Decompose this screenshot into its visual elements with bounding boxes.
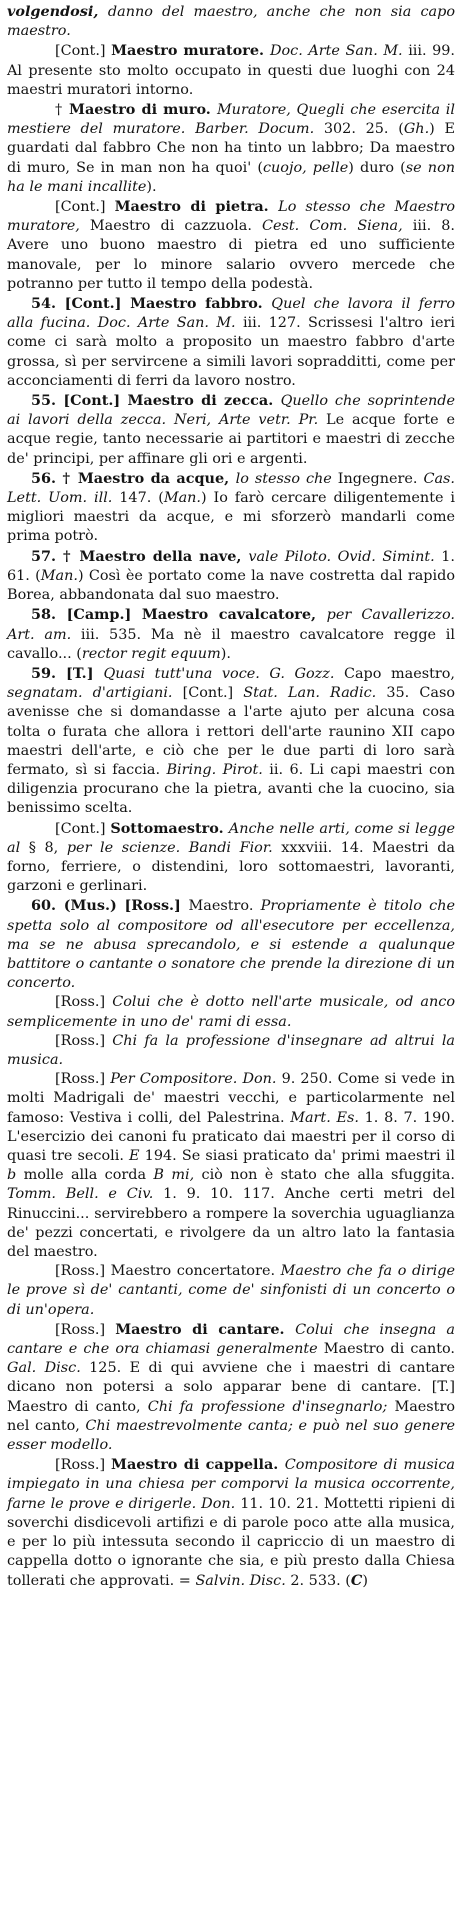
- entry-per-compositore: [7, 1070, 455, 1262]
- italic-text: per Cavallerizzo. Art. am.: [7, 607, 455, 643]
- body-text: 9. 250. Come si vede in molti Madrigali de' maestri vecchi, e particolarmente nel famoso: Vestiva i colli, del Palestrina.: [7, 1071, 455, 1126]
- headword-text: Maestro di cappella.: [111, 1456, 285, 1474]
- entry-maestro-di-muro: [7, 100, 455, 197]
- body-text: 11. 10. 21. Mottetti ripieni di soverchi disdicevoli artifizi e di parole poco atte alla musica, e per lo più intessuta secondo il capriccio di un maestro di cappella dotto o ignorante che sia, e più presto dalla Chiesa tollerati che approvati. =: [7, 1495, 455, 1590]
- body-text: Ingegnere.: [337, 470, 424, 487]
- entry-maestro-concertatore: [7, 1262, 455, 1320]
- body-text: 125. E di qui avviene che i maestri di cantare dicano non potersi a solo apparar bene di cantare. [T.] Maestro di canto,: [7, 1360, 455, 1415]
- headword-text: Maestro cavalcatore,: [141, 606, 327, 624]
- body-text: § 8,: [28, 839, 67, 856]
- italic-text: Quello che soprintende ai lavori della zecca. Neri, Arte vetr. Pr.: [7, 393, 455, 429]
- body-text: Maestro di cazzuola.: [89, 218, 262, 235]
- italic-text: Per Compositore. Don.: [110, 1071, 282, 1088]
- headword-text: Maestro fabbro.: [130, 295, 272, 313]
- italic-text: cuojo, pelle: [262, 159, 349, 176]
- italic-text: Cest. Com. Siena,: [261, 218, 413, 235]
- body-text: ) duro (: [348, 159, 406, 176]
- entry-maestro-muratore: [7, 41, 455, 100]
- headword-text: Maestro muratore.: [111, 42, 270, 60]
- headword-text: Maestro di zecca.: [127, 392, 281, 410]
- headword-text: volgendosi,: [7, 3, 108, 20]
- body-text: †: [55, 102, 70, 119]
- italic-text: Chi fa professione d'insegnarlo;: [147, 1398, 395, 1415]
- body-text: [Ross.]: [55, 1457, 112, 1474]
- headword-text: 58. [Camp.]: [31, 606, 142, 624]
- body-text: 147. (: [119, 490, 164, 507]
- body-text: [Ross.]: [55, 994, 113, 1011]
- headword-text: Maestro di muro.: [69, 101, 217, 119]
- headword-text: Maestro di cantare.: [115, 1320, 296, 1338]
- body-text: ciò non è stato che alla sfuggita.: [201, 1167, 455, 1184]
- italic-text: Cas. Lett. Uom. ill.: [7, 470, 455, 507]
- italic-text: danno del maestro, anche che non sia capo maestro.: [7, 4, 455, 40]
- body-text: Maestro.: [188, 898, 261, 915]
- body-text: iii. 535. Ma nè il maestro cavalcatore regge il cavallo... (: [7, 626, 456, 662]
- italic-text: Maestro che fa o dirige le prove sì de' cantanti, come de' sinfonisti di un concerto o di un'opera.: [7, 1263, 455, 1318]
- italic-text: Colui che è dotto nell'arte musicale, od anco semplicemente in uno de' rami di essa.: [7, 994, 455, 1030]
- headword-text: 56. †: [31, 469, 78, 487]
- entry-57-maestro-della-nave: [7, 547, 455, 606]
- body-text: [Cont.]: [55, 820, 111, 837]
- entry-maestro-di-pietra: [7, 197, 455, 294]
- entry-insegnare-musica: [7, 1032, 455, 1070]
- body-text: ).: [146, 178, 157, 195]
- italic-text: Man.: [40, 567, 78, 584]
- italic-text: rector regit equum: [81, 645, 221, 662]
- entry-56-maestro-da-acque: [7, 469, 455, 547]
- body-text: ).: [220, 645, 231, 662]
- headword-text: 60. (Mus.) [Ross.]: [31, 897, 189, 915]
- dictionary-page: [7, 2, 455, 1592]
- body-text: [Ross.]: [55, 1032, 113, 1049]
- italic-text: Quasi tutt'una voce. G. Gozz.: [103, 665, 344, 682]
- italic-text: se non ha le mani incallite: [7, 159, 456, 195]
- italic-text: E: [129, 1147, 145, 1164]
- body-text: ) Così èe portato come la nave costretta dal rapido Borea, abbandonata dal suo maestro.: [7, 567, 455, 604]
- entry-maestro-di-cantare: [7, 1320, 455, 1455]
- body-text: 1. 61. (: [7, 548, 455, 584]
- body-text: Maestro concertatore.: [110, 1263, 281, 1280]
- body-text: ): [362, 1573, 369, 1590]
- italic-text: Compositore di musica impiegato in una chiesa per comporvi la musica occorrente, farne le prove e dirigerle. Don.: [7, 1457, 455, 1512]
- entry-maestro-di-cappella: [7, 1455, 455, 1591]
- italic-text: Doc. Arte San. M.: [269, 43, 409, 60]
- italic-text: Colui che insegna a cantare e che ora chiamasi generalmente: [7, 1321, 455, 1358]
- italic-text: Anche nelle arti, come si legge al: [7, 820, 456, 856]
- body-text: molle alla corda: [23, 1167, 154, 1184]
- italic-text: Chi fa la professione d'insegnare ad altrui la musica.: [7, 1032, 455, 1068]
- entry-dotto-arte-musicale: [7, 993, 455, 1031]
- italic-text: Quel che lavora il ferro alla fucina. Doc. Arte San. M.: [7, 296, 455, 332]
- italic-text: segnatam. d'artigiani.: [7, 685, 183, 702]
- italic-text: Lo stesso che Maestro muratore,: [7, 199, 455, 235]
- italic-text: per le scienze. Bandi Fior.: [66, 839, 282, 856]
- entry-continuation: [7, 2, 455, 41]
- body-text: iii. 99. Al presente sto molto occupato in questi due luoghi con 24 maestri muratori intorno.: [7, 43, 456, 98]
- body-text: 302. 25. (: [323, 121, 404, 138]
- entry-55-maestro-di-zecca: [7, 391, 455, 469]
- body-text: 35. Caso avenisse che si domandasse a l'arte ajuto per alcuna cosa tolta o furata che allora i rettori dell'arte raunino XII capo maestri dell'arte, e ciò che per le due parti di loro sarà fermato, sì si faccia.: [7, 685, 455, 778]
- body-text: ) Io farò cercare diligentemente i migliori maestri da acque, e mi sforzerò mandarli come prima potrò.: [7, 490, 455, 545]
- body-text: [Cont.]: [182, 685, 244, 702]
- italic-text: Tomm. Bell. e Civ.: [7, 1186, 164, 1203]
- italic-text: lo stesso che: [235, 470, 338, 487]
- headword-text: C: [350, 1572, 363, 1590]
- body-text: Maestro di canto.: [323, 1341, 455, 1358]
- headword-text: Maestro di pietra.: [114, 198, 279, 216]
- entry-sottomaestro: [7, 819, 455, 897]
- italic-text: Gal. Disc.: [7, 1360, 90, 1377]
- body-text: [Cont.]: [55, 199, 115, 216]
- body-text: [Cont.]: [55, 43, 112, 60]
- body-text: iii. 8. Avere uno buono maestro di pietra ed uno sufficiente manovale, per lo minore salario ovvero mercede che potranno per tutto il tempo della podestà.: [7, 218, 455, 292]
- italic-text: Chi maestrevolmente canta; e può nel suo genere esser modello.: [7, 1417, 455, 1454]
- body-text: iii. 127. Scrissesi l'altro ieri come ci sarà molto a proposito un maestro fabbro d'arte grossa, sì per servircene a simili lavori sopradditti, come per acconciamenti di ferri da lavoro nostro.: [7, 315, 455, 389]
- italic-text: Salvin. Disc.: [195, 1573, 291, 1590]
- italic-text: Propriamente è titolo che spetta solo al compositore od all'esecutore per eccellenza, ma se ne abusa sprecandolo, e si estende a qualunque battitore o cantante o sonatore che prende la direzione di un concerto.: [7, 898, 456, 992]
- italic-text: vale Piloto. Ovid. Simint.: [248, 548, 442, 565]
- italic-text: Man.: [163, 490, 201, 507]
- italic-text: b: [7, 1167, 24, 1184]
- headword-text: 54. [Cont.]: [31, 295, 131, 313]
- headword-text: Sottomaestro.: [110, 819, 229, 837]
- body-text: Le acque forte e acque regie, tanto necessarie ai partitori e maestri di zecche de' principi, per affinare gli ori e argenti.: [7, 412, 455, 467]
- body-text: 1. 8. 7. 190. L'esercizio dei canoni fu praticato dai maestri per il corso di quasi tre secoli.: [7, 1109, 455, 1164]
- italic-text: Gh.: [403, 121, 430, 138]
- headword-text: Maestro della nave,: [79, 547, 249, 565]
- headword-text: 59. [T.]: [31, 664, 104, 682]
- italic-text: Biring. Pirot.: [166, 761, 270, 778]
- headword-text: 57. †: [31, 547, 80, 565]
- body-text: [Ross.]: [55, 1071, 111, 1088]
- headword-text: Maestro da acque,: [77, 469, 236, 487]
- body-text: ii. 6. Li capi maestri con diligenzia procurano che la pietra, avanti che la cuocino, sia benissimo scelta.: [7, 761, 455, 817]
- body-text: [Ross.]: [55, 1263, 111, 1280]
- italic-text: B mi,: [153, 1167, 202, 1184]
- entry-60-maestro-musica: [7, 896, 455, 993]
- body-text: 1. 9. 10. 117. Anche certi metri del Rinuccini... servirebbero a rompere la soverchia uguaglianza de' pezzi concertati, e rivolgere da un altro lato la fantasia del maestro.: [7, 1186, 455, 1260]
- body-text: ) E guardati dal fabbro Che non ha tinto un labbro; Da maestro di muro, Se in man non ha quoi' (: [7, 121, 455, 176]
- body-text: 194. Se siasi praticato da' primi maestri il: [144, 1147, 455, 1164]
- entry-59-capo-maestro: [7, 664, 455, 819]
- italic-text: Muratore, Quegli che esercita il mestiere del muratore. Barber. Docum.: [7, 102, 455, 138]
- entry-58-maestro-cavalcatore: [7, 605, 455, 664]
- body-text: Capo maestro,: [343, 665, 455, 682]
- entry-54-maestro-fabbro: [7, 294, 455, 391]
- headword-text: 55. [Cont.]: [31, 392, 128, 410]
- body-text: 2. 533. (: [290, 1573, 351, 1590]
- body-text: xxxviii. 14. Maestri da forno, ferriere, o distendini, loro sottomaestri, lavoranti, garzoni e gerlinari.: [7, 839, 456, 895]
- italic-text: Stat. Lan. Radic.: [243, 685, 387, 702]
- body-text: [Ross.]: [55, 1321, 116, 1338]
- italic-text: Mart. Es.: [290, 1109, 365, 1126]
- body-text: Maestro nel canto,: [7, 1398, 455, 1434]
